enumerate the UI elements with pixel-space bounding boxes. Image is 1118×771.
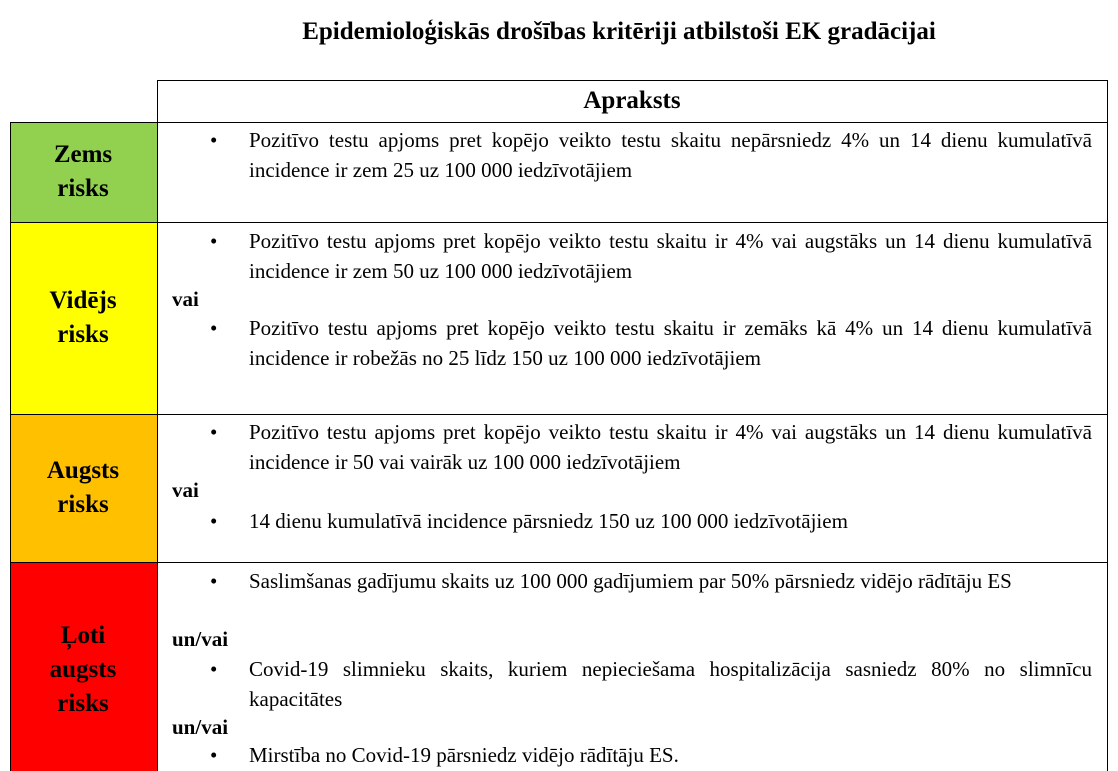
grid-line: [10, 222, 1108, 223]
description-header: Apraksts: [583, 87, 681, 114]
bullet: •: [210, 569, 218, 593]
grid-line: [10, 122, 1108, 123]
bullet: •: [210, 128, 218, 152]
bullet: •: [210, 657, 218, 681]
grid-line: [10, 414, 1108, 415]
grid-line: [157, 80, 158, 771]
category-label-very-high: Ļoti augsts risks: [49, 621, 117, 717]
bullet: •: [210, 420, 218, 444]
connector-label: vai: [172, 287, 199, 311]
category-label-low: Zems risks: [53, 141, 113, 202]
criterion-item: Mirstība no Covid-19 pārsniedz vidējo rādītāju ES.: [249, 743, 679, 767]
criterion-item: Pozitīvo testu apjoms pret kopējo veikto testu skaitu ir 4% vai augstāks un 14 dienu kumulatīvā incidence ir zem 50 uz 100 000 iedzīvotājiem: [249, 229, 1092, 283]
bullet: •: [210, 316, 218, 340]
bullet: •: [210, 743, 218, 767]
criterion-item: Pozitīvo testu apjoms pret kopējo veikto testu skaitu nepārsniedz 4% un 14 dienu kumulatīvā incidence ir zem 25 uz 100 000 iedzīvotājiem: [249, 128, 1092, 182]
connector-label: vai: [172, 478, 199, 502]
category-label-high: Augsts risks: [46, 457, 120, 518]
connector-label: un/vai: [172, 715, 229, 739]
grid-line: [10, 562, 1108, 563]
criterion-item: Covid-19 slimnieku skaits, kuriem nepieciešama hospitalizācija sasniedz 80% no slimnīcu kapacitātes: [249, 657, 1092, 711]
criterion-item: Saslimšanas gadījumu skaits uz 100 000 gadījumiem par 50% pārsniedz vidējo rādītāju ES: [249, 569, 1012, 593]
bullet: •: [210, 229, 218, 253]
grid-line: [1107, 80, 1108, 771]
category-label-medium: Vidējs risks: [49, 287, 117, 348]
page-title: Epidemioloģiskās drošības kritēriji atbilstoši EK gradācijai: [302, 18, 936, 45]
criterion-item: 14 dienu kumulatīvā incidence pārsniedz 150 uz 100 000 iedzīvotājiem: [249, 509, 848, 533]
connector-label: un/vai: [172, 627, 229, 651]
criterion-item: Pozitīvo testu apjoms pret kopējo veikto testu skaitu ir zemāks kā 4% un 14 dienu kumulatīvā incidence ir robežās no 25 līdz 150 uz 100 000 iedzīvotājiem: [249, 316, 1092, 370]
bullet: •: [210, 509, 218, 533]
criterion-item: Pozitīvo testu apjoms pret kopējo veikto testu skaitu ir 4% vai augstāks un 14 dienu kumulatīvā incidence ir 50 vai vairāk uz 100 000 iedzīvotājiem: [249, 420, 1092, 474]
